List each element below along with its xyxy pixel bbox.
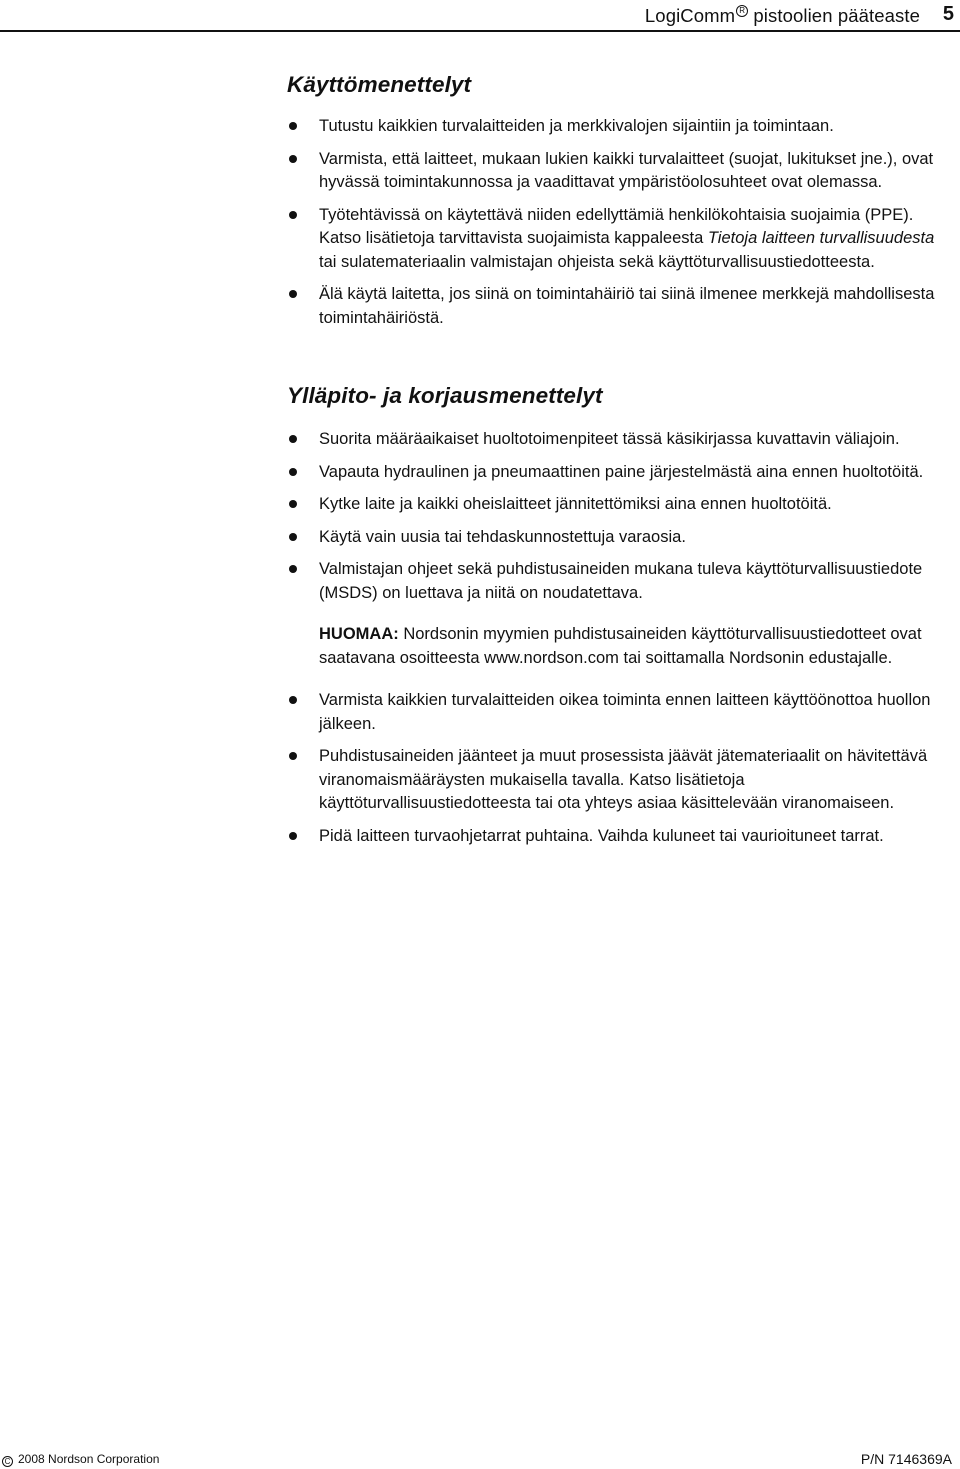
list-item-text: Kytke laite ja kaikki oheislaitteet jännitettömiksi aina ennen huoltotöitä. [319,495,832,513]
list-item-text: Älä käytä laitetta, jos siinä on toimintahäiriö tai siinä ilmenee merkkejä mahdollisesta toimintahäiriöstä. [319,285,935,327]
list-item [287,526,952,550]
list-item [287,745,952,816]
bullet-icon [289,832,297,840]
bullet-icon [289,696,297,704]
list-item-text: Käytä vain uusia tai tehdaskunnostettuja varaosia. [319,527,686,546]
list-item [287,689,952,736]
bullet-icon [289,211,297,219]
copyright-notice [2,1452,159,1467]
list-item-text: Työtehtävissä on käytettävä niiden edellyttämiä henkilökohtaisia suojaimia (PPE). Katso lisätietoja tarvittavista suojaimista kappaleesta [319,205,914,247]
list-item [287,558,952,605]
list-item-text: Valmistajan ohjeet sekä puhdistusaineiden mukana tuleva käyttöturvallisuustiedote (MSDS) on luettava ja niitä on noudatettava. [319,560,923,602]
list-item-text: Tutustu kaikkien turvalaitteiden ja merkkivalojen sijaintiin ja toimintaan. [319,117,834,135]
title-prefix: LogiComm [644,5,736,26]
list-item [287,148,952,195]
page-header [0,0,960,32]
reference-title: Tietoja laitteen turvallisuudesta [707,229,935,247]
list-item [287,204,952,275]
bullet-icon [289,533,297,541]
page-content [287,72,952,857]
list-item [287,461,952,485]
running-title [645,5,920,27]
title-suffix: pistoolien pääteaste [753,5,920,26]
copyright-mark: C [2,1456,13,1467]
section-heading-maintenance: Ylläpito- ja korjausmenettelyt [287,383,603,408]
list-item-text: Suorita määräaikaiset huoltotoimenpiteet tässä käsikirjassa kuvattavin väliajoin. [319,430,900,448]
list-item-text: Puhdistusaineiden jäänteet ja muut prosessista jäävät jätemateriaalit on hävitettävä viranomaismääräysten mukaisella tavalla. Katso lisätietoja käyttöturvallisuustiedotteesta tai ota yhteys asiaa käsittelevään viranomaiseen. [319,747,928,812]
list-item-text: Varmista, että laitteet, mukaan lukien kaikki turvalaitteet (suojat, lukitukset jne.), ovat hyvässä toimintakunnossa ja vaadittavat ympäristöolosuhteet ovat olemassa. [319,149,934,191]
registered-mark: R [736,5,748,17]
bullet-icon [289,122,297,130]
list-item-text: Varmista kaikkien turvalaitteiden oikea toiminta ennen laitteen käyttöönottoa huollon jälkeen. [319,691,931,733]
bullet-icon [289,468,297,476]
maintenance-list [287,428,952,605]
operation-list [287,115,952,330]
page-number: 5 [942,3,954,25]
bullet-icon [289,500,297,508]
list-item-text: tai sulatemateriaalin valmistajan ohjeista sekä käyttöturvallisuustiedotteesta. [319,252,875,271]
note-text: Nordsonin myymien puhdistusaineiden käyttöturvallisuustiedotteet ovat saatavana osoitteesta www.nordson.com tai soittamalla Nordsonin edustajalle. [319,625,922,667]
list-item [287,283,952,330]
note-label: HUOMAA: [319,625,399,643]
maintenance-list-continued [287,689,952,848]
list-item [287,825,952,849]
list-item-text: Vapauta hydraulinen ja pneumaattinen paine järjestelmästä aina ennen huoltotöitä. [319,462,924,481]
list-item-text: Pidä laitteen turvaohjetarrat puhtaina. Vaihda kuluneet tai vaurioituneet tarrat. [319,826,884,845]
bullet-icon [289,435,297,443]
list-item [287,428,952,452]
list-item [287,115,952,139]
section-heading-operation: Käyttömenettelyt [287,72,472,97]
bullet-icon [289,155,297,163]
bullet-icon [289,290,297,298]
bullet-icon [289,565,297,573]
bullet-icon [289,752,297,760]
part-number: P/N 7146369A [860,1451,952,1467]
list-item [287,493,952,517]
copyright-text: 2008 Nordson Corporation [18,1452,160,1466]
note [287,623,952,670]
